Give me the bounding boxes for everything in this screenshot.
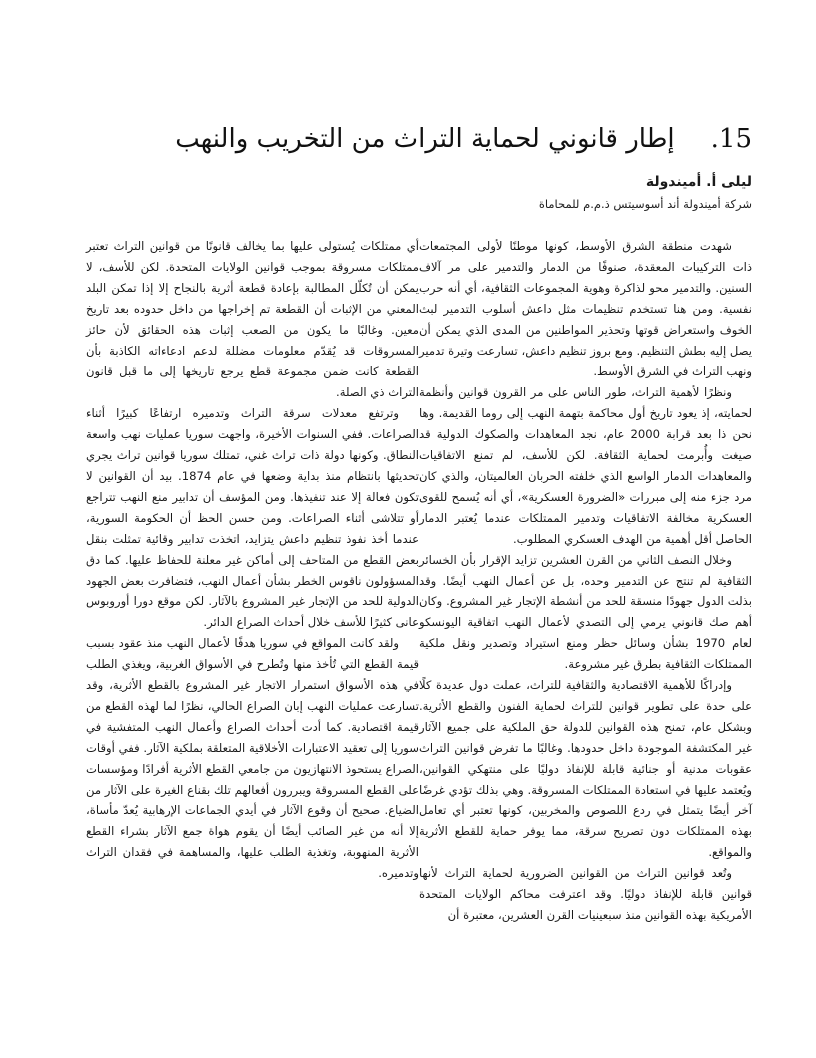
paragraph: وإدراكًا للأهمية الاقتصادية والثقافية للتراث، عملت دول عديدة كلًا على حدة على تطوير قوانين للتراث لحماية الفنون والقطع الأثرية. وبشكل عام، تمنح هذه القوانين للدولة حق الملكية على جميع الآثار غير المكتشفة الموجودة داخل حدودها. وغالبًا ما تفرض قوانين التراث عقوبات مدنية أو جنائية قابلة للإنفاذ دوليًا على منتهكي القوانين، ويُعتمد عليها في استعادة الممتلكات المسروقة. وهي بذلك تؤدي غرضًا آخر أيضًا يتمثل في ردع اللصوص والمخربين، كونها تعتبر أي تعامل بهذه الممتلكات دون تصريح سرقة، مما يوفر حماية للقطع الأثرية والمواقع. [419, 678, 752, 860]
chapter-header [52, 124, 752, 154]
paragraph: وترتفع معدلات سرقة التراث وتدميره ارتفاعًا كبيرًا أثناء الصراعات. ففي السنوات الأخيرة، واجهت سوريا عمليات نهب واسعة النطاق. وكونها دولة ذات تراث غني، تمتلك سوريا قوانين تراث يجري تحديثها بانتظام منذ بداية وضعها في عام 1874. بيد أن القوانين لا تكون فعالة إلا عند تنفيذها. ومن المؤسف أن تدابير منع النهب تتراجع أو تتلاشى أثناء الصراعات. ومن حسن الحظ أن الحكومة السورية، عندما أخذ نفوذ تنظيم داعش يتزايد، اتخذت تدابير وقائية تمثلت بنقل بعض القطع من المتاحف إلى أماكن غير معلنة للحفاظ عليها. كما دق المسؤولون ناقوس الخطر بشأن أعمال النهب، فتضافرت بعض الجهود الدولية للحد من الإتجار غير المشروع بالآثار. لكن موقع دورا أوروبوس عانى كثيرًا للأسف خلال أحداث الصراع الدائر. [86, 406, 420, 630]
author-affiliation: شركة أميندولة أند أسوسيتس ذ.م.م للمحاماة [538, 197, 752, 211]
paragraph: وخلال النصف الثاني من القرن العشرين تزايد الإقرار بأن الخسائر الثقافية لم تنتج عن التدمير وحده، بل عن أعمال النهب أيضًا. وقد بذلت الدول جهودًا منسقة للحد من أنشطة الإتجار غير المشروع. وكان أهم صك قانوني يرمي إلى التصدي لأعمال النهب اتفاقية اليونسكو لعام 1970 بشأن وسائل حظر ومنع استيراد وتصدير ونقل ملكية الممتلكات الثقافية بطرق غير مشروعة. [419, 552, 752, 672]
chapter-title: إطار قانوني لحماية التراث من التخريب والنهب [175, 124, 675, 154]
left-column [86, 236, 419, 884]
chapter-number: .15 [710, 124, 752, 154]
paragraph: وتُعد قوانين التراث من القوانين الضرورية لحماية التراث لأنها قوانين قابلة للإنفاذ دوليًا. وقد اعترفت محاكم الولايات المتحدة الأمريكية بهذه القوانين منذ سبعينيات القرن العشرين، معتبرة أن [419, 866, 752, 922]
paragraph: أي ممتلكات يُستولى عليها بما يخالف قانونًا من قوانين التراث تعتبر ممتلكات مسروقة بموجب قوانين الولايات المتحدة. لكن للأسف، لا يمكن أن تُكلّل المطالبة بإعادة قطعة أثرية بالنجاح إلا إذا تمكن البلد المعني من الإثبات أن القطعة تم إخراجها من داخل حدوده بعد تاريخ معين. وغالبًا ما يكون من الصعب إثبات هذه الحقائق لأن حائز المسروقات قد يُقدّم معلومات مضللة لدعم ادعاءاته الكاذبة بأن القطعة كانت ضمن مجموعة قطع يرجع تاريخها إلى ما قبل قانون التراث ذي الصلة. [86, 239, 419, 400]
right-column [419, 236, 752, 926]
author-name: ليلى أ. أميندولة [645, 174, 752, 190]
paragraph: شهدت منطقة الشرق الأوسط، كونها موطنًا لأولى المجتمعات ذات التركيبات المعقدة، صنوفًا من الدمار والتدمير على مر آلاف السنين. والتدمير محو لذاكرة وهوية المجموعات الثقافية، أي أنه حرب نفسية. ومن هنا تستخدم تنظيمات مثل داعش أسلوب التدمير لبث الخوف واستعراض قوتها وتحذير المواطنين من المدى الذي يمكن أن يصل إليه بطش التنظيم. ومع بروز تنظيم داعش، تسارعت وتيرة تدمير ونهب التراث في الشرق الأوسط. [419, 239, 752, 379]
paragraph: ونظرًا لأهمية التراث، طور الناس على مر القرون قوانين وأنظمة لحمايته، إذ يعود تاريخ أول محاكمة بتهمة النهب إلى روما القديمة. وها نحن ذا بعد قرابة 2000 عام، نجد المعاهدات والصكوك الدولية قد صيغت وأُبرمت لحماية الثقافة. لكن للأسف، لم تمنع الاتفاقيات والمعاهدات الدمار الواسع الذي خلفته الحربان العالميتان، والذي كان مرد جزء منه إلى مبررات «الضرورة العسكرية»، أي أنه يُسمح للقوى العسكرية مخالفة الاتفاقيات وتدمير الممتلكات عندما يُعتبر الدمار الحاصل أقل أهمية من الهدف العسكري المطلوب. [419, 385, 752, 546]
paragraph: ولقد كانت المواقع في سوريا هدفًا لأعمال النهب منذ عقود بسبب قيمة القطع التي تُأخذ منها وتُطرح في الأسواق الغربية، ويغذي الطلب في هذه الأسواق استمرار الاتجار غير المشروع بالقطع الأثرية، وقد تسارعت عمليات النهب إبان الصراع الحالي، نظرًا لما لهذه القطع من قيمة اقتصادية. كما أدت أحداث الصراع وأعمال النهب المتفشية في سوريا إلى تعقيد الاعتبارات الأخلاقية المتعلقة بملكية الآثار. ففي أوقات الصراع يستحوذ الانتهازيون من جامعي القطع الأثرية أفرادًا ومؤسسات على القطع المسروقة ويبررون أفعالهم تلك بقناع الغيرة على الآثار من الضياع. صحيح أن وقوع الآثار في أيدي الجماعات الإرهابية يُعدّ مأساة، إلا أنه من غير الصائب أيضًا أن يقوم هواة جمع الآثار بشراء القطع الأثرية المنهوبة، وتغذية الطلب عليها، والمساهمة في فقدان التراث وتدميره. [86, 636, 419, 881]
